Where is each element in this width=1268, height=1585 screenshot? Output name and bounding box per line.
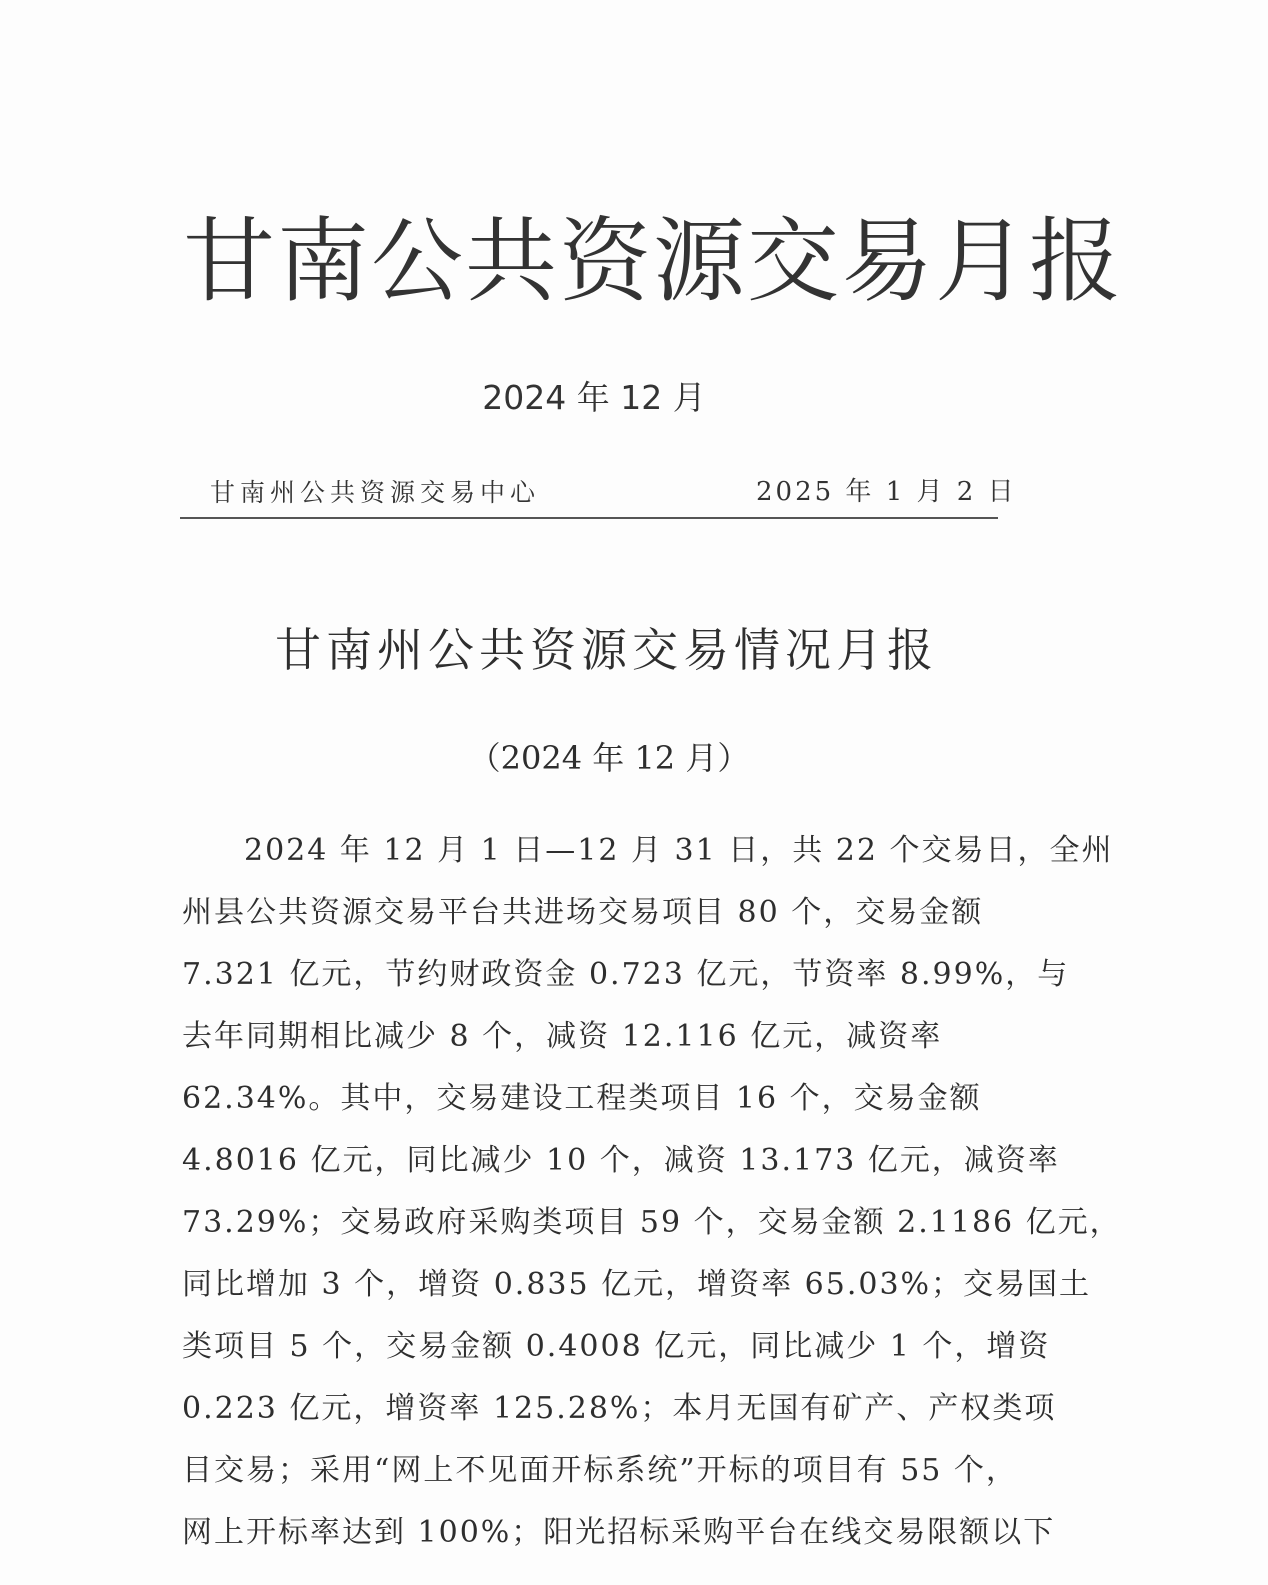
body-line: 73.29%；交易政府采购类项目 59 个，交易金额 2.1186 亿元， [182, 1205, 1122, 1240]
report-period: （2024 年 12 月） [468, 739, 750, 777]
body-line: 类项目 5 个，交易金额 0.4008 亿元，同比减少 1 个，增资 [182, 1329, 1051, 1364]
body-line: 目交易；采用“网上不见面开标系统”开标的项目有 55 个， [182, 1453, 1018, 1488]
body-line: 0.223 亿元，增资率 125.28%；本月无国有矿产、产权类项 [182, 1391, 1057, 1426]
issuer-name: 甘南州公共资源交易中心 [210, 478, 541, 507]
body-line: 2024 年 12 月 1 日—12 月 31 日，共 22 个交易日，全州 [244, 833, 1114, 868]
report-title: 甘南州公共资源交易情况月报 [275, 623, 938, 677]
body-line: 4.8016 亿元，同比减少 10 个，减资 13.173 亿元，减资率 [182, 1143, 1060, 1178]
issue-date: 2025 年 1 月 2 日 [756, 477, 1017, 507]
masthead-title: 甘南公共资源交易月报 [182, 208, 1123, 315]
body-line: 去年同期相比减少 8 个，减资 12.116 亿元，减资率 [182, 1019, 943, 1054]
body-line: 62.34%。其中，交易建设工程类项目 16 个，交易金额 [182, 1081, 982, 1116]
header-divider [180, 517, 998, 519]
issue-month: 2024 年 12 月 [482, 378, 706, 417]
body-line: 州县公共资源交易平台共进场交易项目 80 个，交易金额 [182, 895, 984, 930]
body-line: 7.321 亿元，节约财政资金 0.723 亿元，节资率 8.99%，与 [182, 957, 1070, 992]
body-paragraph [182, 820, 1122, 1564]
body-line: 同比增加 3 个，增资 0.835 亿元，增资率 65.03%；交易国土 [182, 1267, 1092, 1302]
body-line: 网上开标率达到 100%；阳光招标采购平台在线交易限额以下 [182, 1515, 1056, 1550]
